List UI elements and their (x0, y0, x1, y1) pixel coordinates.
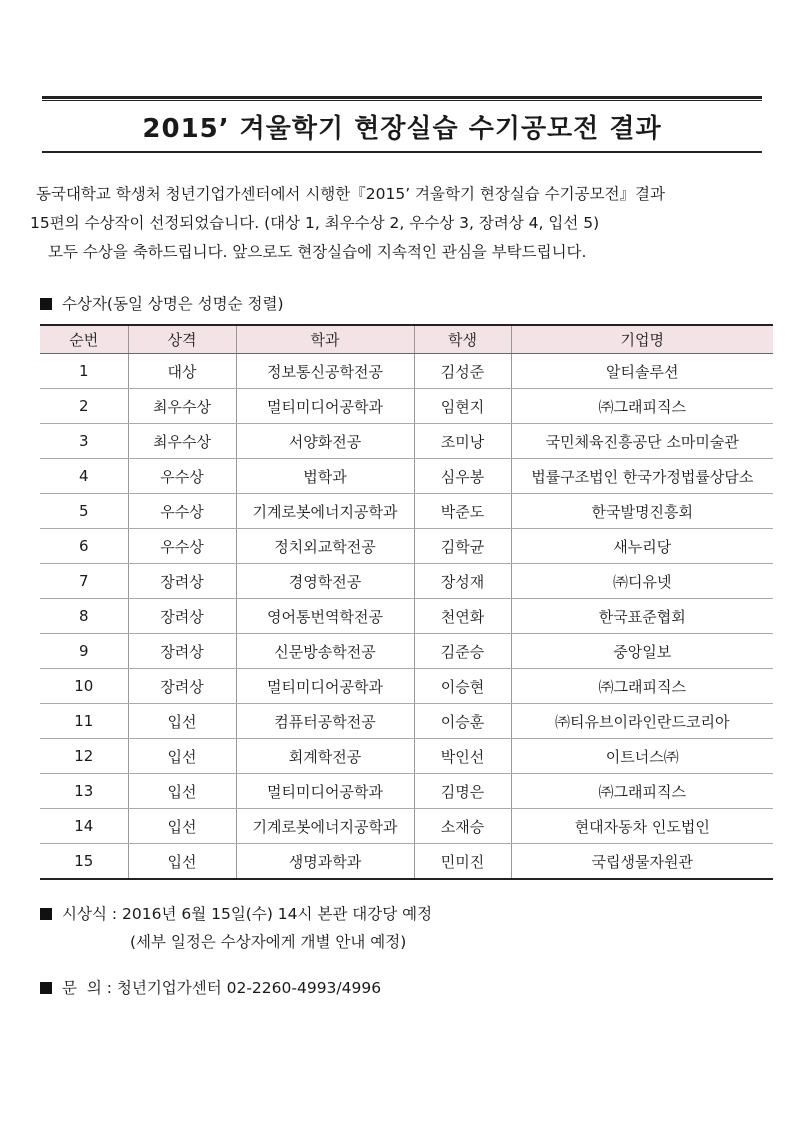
table-row (40, 459, 773, 494)
table-row (40, 599, 773, 634)
intro-line-2: 15편의 수상작이 선정되었습니다. (대상 1, 최우수상 2, 우수상 3, 장려상 4, 입선 5) (30, 214, 600, 232)
company-cell: 중앙일보 (511, 634, 773, 669)
table-row (40, 809, 773, 844)
rank-cell: 4 (40, 459, 128, 494)
company-cell: 법률구조법인 한국가정법률상담소 (511, 459, 773, 494)
award-cell: 장려상 (128, 564, 236, 599)
section-title: 수상자(동일 상명은 성명순 정렬) (62, 295, 284, 313)
award-cell: 우수상 (128, 529, 236, 564)
column-header: 학과 (236, 325, 414, 354)
award-cell: 장려상 (128, 599, 236, 634)
award-cell: 입선 (128, 844, 236, 880)
department-cell: 기계로봇에너지공학과 (236, 494, 414, 529)
rank-cell: 8 (40, 599, 128, 634)
department-cell: 컴퓨터공학전공 (236, 704, 414, 739)
company-cell: 국립생물자원관 (511, 844, 773, 880)
student-cell: 임현지 (414, 389, 511, 424)
awards-table (40, 324, 773, 880)
square-bullet-icon (40, 298, 52, 310)
square-bullet-icon (40, 982, 52, 994)
department-cell: 정보통신공학전공 (236, 354, 414, 389)
rank-cell: 5 (40, 494, 128, 529)
department-cell: 법학과 (236, 459, 414, 494)
ceremony-info (40, 902, 432, 952)
intro-line-1: 동국대학교 학생처 청년기업가센터에서 시행한『2015’ 겨울학기 현장실습 수기공모전』결과 (36, 185, 665, 203)
award-cell: 장려상 (128, 669, 236, 704)
department-cell: 회계학전공 (236, 739, 414, 774)
rank-cell: 2 (40, 389, 128, 424)
company-cell: 이트너스㈜ (511, 739, 773, 774)
title-bottom-rule (42, 151, 762, 153)
department-cell: 신문방송학전공 (236, 634, 414, 669)
award-cell: 장려상 (128, 634, 236, 669)
company-cell: 현대자동차 인도법인 (511, 809, 773, 844)
contact-line: 문 의 : 청년기업가센터 02-2260-4993/4996 (62, 979, 382, 997)
rank-cell: 15 (40, 844, 128, 880)
student-cell: 장성재 (414, 564, 511, 599)
department-cell: 멀티미디어공학과 (236, 774, 414, 809)
student-cell: 소재승 (414, 809, 511, 844)
student-cell: 박인선 (414, 739, 511, 774)
student-cell: 이승훈 (414, 704, 511, 739)
award-cell: 입선 (128, 739, 236, 774)
student-cell: 심우봉 (414, 459, 511, 494)
table-row (40, 529, 773, 564)
department-cell: 정치외교학전공 (236, 529, 414, 564)
rank-cell: 12 (40, 739, 128, 774)
awardees-section-heading (40, 292, 284, 314)
rank-cell: 10 (40, 669, 128, 704)
company-cell: ㈜티유브이라인란드코리아 (511, 704, 773, 739)
student-cell: 민미진 (414, 844, 511, 880)
award-cell: 우수상 (128, 459, 236, 494)
student-cell: 박준도 (414, 494, 511, 529)
column-header: 학생 (414, 325, 511, 354)
award-cell: 입선 (128, 809, 236, 844)
table-row (40, 424, 773, 459)
table-row (40, 774, 773, 809)
rank-cell: 3 (40, 424, 128, 459)
intro-paragraph (30, 180, 775, 267)
company-cell: 한국표준협회 (511, 599, 773, 634)
ceremony-line: 시상식 : 2016년 6월 15일(수) 14시 본관 대강당 예정 (62, 905, 433, 923)
company-cell: ㈜그래피직스 (511, 669, 773, 704)
student-cell: 이승현 (414, 669, 511, 704)
company-cell: ㈜그래피직스 (511, 389, 773, 424)
table-row (40, 844, 773, 880)
student-cell: 김명은 (414, 774, 511, 809)
award-cell: 우수상 (128, 494, 236, 529)
table-row (40, 739, 773, 774)
table-header-row (40, 325, 773, 354)
table-row (40, 669, 773, 704)
column-header: 기업명 (511, 325, 773, 354)
table-body (40, 354, 773, 880)
student-cell: 김준승 (414, 634, 511, 669)
table-row (40, 494, 773, 529)
intro-line-3: 모두 수상을 축하드립니다. 앞으로도 현장실습에 지속적인 관심을 부탁드립니다. (48, 243, 587, 261)
department-cell: 기계로봇에너지공학과 (236, 809, 414, 844)
rank-cell: 6 (40, 529, 128, 564)
student-cell: 김성준 (414, 354, 511, 389)
page-title: 2015’ 겨울학기 현장실습 수기공모전 결과 (142, 114, 662, 144)
student-cell: 조미낭 (414, 424, 511, 459)
department-cell: 멀티미디어공학과 (236, 669, 414, 704)
table-row (40, 564, 773, 599)
department-cell: 서양화전공 (236, 424, 414, 459)
company-cell: ㈜그래피직스 (511, 774, 773, 809)
award-cell: 입선 (128, 774, 236, 809)
company-cell: ㈜디유넷 (511, 564, 773, 599)
table-row (40, 634, 773, 669)
department-cell: 영어통번역학전공 (236, 599, 414, 634)
student-cell: 천연화 (414, 599, 511, 634)
table-row (40, 389, 773, 424)
rank-cell: 11 (40, 704, 128, 739)
award-cell: 대상 (128, 354, 236, 389)
company-cell: 국민체육진흥공단 소마미술관 (511, 424, 773, 459)
rank-cell: 7 (40, 564, 128, 599)
contact-info (40, 976, 381, 998)
ceremony-note: (세부 일정은 수상자에게 개별 안내 예정) (130, 933, 407, 951)
rank-cell: 14 (40, 809, 128, 844)
column-header: 순번 (40, 325, 128, 354)
company-cell: 알티솔루션 (511, 354, 773, 389)
rank-cell: 1 (40, 354, 128, 389)
column-header: 상격 (128, 325, 236, 354)
title-top-rule (42, 96, 762, 99)
award-cell: 입선 (128, 704, 236, 739)
company-cell: 한국발명진흥회 (511, 494, 773, 529)
department-cell: 경영학전공 (236, 564, 414, 599)
square-bullet-icon (40, 908, 52, 920)
table-row (40, 704, 773, 739)
student-cell: 김학균 (414, 529, 511, 564)
rank-cell: 9 (40, 634, 128, 669)
department-cell: 생명과학과 (236, 844, 414, 880)
title-top-rule-thin (42, 100, 762, 101)
rank-cell: 13 (40, 774, 128, 809)
award-cell: 최우수상 (128, 389, 236, 424)
award-cell: 최우수상 (128, 424, 236, 459)
table-row (40, 354, 773, 389)
department-cell: 멀티미디어공학과 (236, 389, 414, 424)
company-cell: 새누리당 (511, 529, 773, 564)
